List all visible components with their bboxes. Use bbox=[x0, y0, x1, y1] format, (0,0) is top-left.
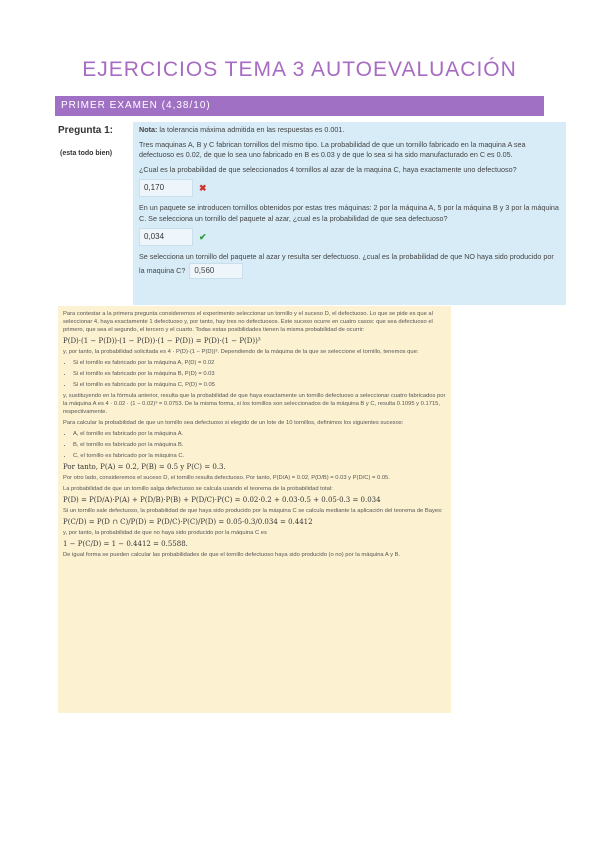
list-item: • Si el tornillo es fabricado por la máquina C, P(D) = 0.05 bbox=[73, 381, 446, 389]
formula: P(C/D) = P(D ∩ C)/P(D) = P(D/C)·P(C)/P(D) = 0.05·0.3/0.034 = 0.4412 bbox=[63, 518, 313, 526]
feedback-box bbox=[58, 306, 451, 713]
section-header: PRIMER EXAMEN (4,38/10) bbox=[55, 96, 544, 116]
tolerance-label: Nota: bbox=[139, 125, 158, 134]
feedback-paragraph: y, por tanto, la probabilidad de que no haya sido producido por la máquina C es bbox=[63, 530, 267, 536]
answer-row-1 bbox=[139, 179, 560, 197]
formula: P(D)·(1 − P(D))·(1 − P(D))·(1 − P(D)) = P(D)·(1 − P(D))³ bbox=[63, 337, 261, 345]
question-box bbox=[133, 122, 566, 305]
list-item: • C, el tornillo es fabricado por la máquina C. bbox=[73, 452, 446, 460]
page-title: EJERCICIOS TEMA 3 AUTOEVALUACIÓN bbox=[82, 58, 517, 81]
question-part-3-text: Se selecciona un tornillo del paquete al azar y resulta ser defectuoso. ¿cual es la probabilidad de que NO haya sido producido por la maquina C? bbox=[139, 252, 554, 275]
feedback-paragraph: De igual forma se pueden calcular las probabilidades de que el tornillo defectuoso haya sido producido (o no) por la máquina A y B. bbox=[63, 552, 401, 558]
cross-icon: ✖ bbox=[199, 182, 207, 193]
answer-input-2[interactable]: 0,034 bbox=[139, 228, 193, 246]
formula: Por tanto, P(A) = 0.2, P(B) = 0.5 y P(C) = 0.3. bbox=[63, 463, 226, 471]
list-item: • Si el tornillo es fabricado por la máquina A, P(D) = 0.02 bbox=[73, 359, 446, 367]
feedback-paragraph: Por otro lado, consideremos el suceso D, el tornillo resulta defectuoso. Por tanto, P(D/A) = 0.02, P(D/B) = 0.03 y P(D/C) = 0.05. bbox=[63, 475, 390, 481]
machine-list bbox=[63, 359, 446, 389]
answer-input-3[interactable]: 0,560 bbox=[189, 263, 243, 279]
question-part-1: ¿Cual es la probabilidad de que seleccionados 4 tornillos al azar de la maquina C, haya exactamente uno defectuoso? bbox=[139, 164, 517, 174]
question-label: Pregunta 1: bbox=[58, 125, 114, 136]
feedback-paragraph: Para calcular la probabilidad de que un tornillo sea defectuoso si elegido de un lote de 10 tornillos, definimos los siguientes sucesos: bbox=[63, 420, 404, 426]
question-note: (esta todo bien) bbox=[60, 150, 113, 157]
feedback-paragraph: Si un tornillo sale defectuoso, la probabilidad de que haya sido producido por la máquina C se calcula mediante la aplicación del teorema de Bayes: bbox=[63, 508, 443, 514]
list-item: • A, el tornillo es fabricado por la máquina A. bbox=[73, 430, 446, 438]
formula: P(D) = P(D/A)·P(A) + P(D/B)·P(B) + P(D/C)·P(C) = 0.02·0.2 + 0.03·0.5 + 0.05·0.3 = 0.034 bbox=[63, 496, 381, 504]
tolerance-text: la tolerancia máxima admitida en las respuestas es 0.001. bbox=[159, 125, 345, 134]
feedback-paragraph: y, por tanto, la probabilidad solicitada es 4 · P(D)·(1 − P(D))³. Dependiendo de la máquina de la que se seleccione el tornillo, tenemos que: bbox=[63, 349, 419, 355]
question-statement: Tres maquinas A, B y C fabrican tornillos del mismo tipo. La probabilidad de que un tornillo fabricado en la maquina A sea defectuoso es 0.02, de que lo sea uno fabricado en B es 0.03 y de que lo sea si ha sido manufacturado en C es 0.05. bbox=[139, 139, 526, 159]
feedback-paragraph: y, sustituyendo en la fórmula anterior, resulta que la probabilidad de que haya exactamente un tornillo defectuoso a seleccionar cuatro fabricados por la máquina A es 4 · 0.02 · (1 − 0.02)³ = 0.0753. De la misma forma, si los tornillos son seleccionados de la máquina B y C, resulta 0.1095 y 0.1715, respectivamente. bbox=[63, 393, 446, 415]
check-icon: ✔ bbox=[199, 231, 207, 242]
answer-row-2 bbox=[139, 228, 560, 246]
question-part-2: En un paquete se introducen tornillos obtenidos por estas tres máquinas: 2 por la máquina A, 5 por la máquina B y 3 por la máquina C. Se selecciona un tornillo del paquete al azar, ¿cual es la probabilidad de que sea defectuoso? bbox=[139, 203, 559, 223]
feedback-paragraph: Para contestar a la primera pregunta consideremos el experimento seleccionar un tornillo y el suceso D, el defectuoso. Lo que se pide es que al seleccionar 4, haya exactamente 1 defectuoso y, por tanto, hay tres no defectuosos. Este suceso ocurre en cuatro casos: que sea defectuoso el primero, que sea el segundo, el tercero y el cuarto. Todas estas posibilidades tienen la misma probabilidad de ocurrir: bbox=[63, 311, 433, 333]
answer-input-1[interactable]: 0,170 bbox=[139, 179, 193, 197]
list-item: • B, el tornillo es fabricado por la máquina B. bbox=[73, 441, 446, 449]
formula: 1 − P(C/D) = 1 − 0.4412 = 0.5588. bbox=[63, 540, 188, 548]
list-item: • Si el tornillo es fabricado por la máquina B, P(D) = 0.03 bbox=[73, 370, 446, 378]
tolerance-note bbox=[139, 125, 560, 136]
event-list bbox=[63, 430, 446, 460]
feedback-paragraph: La probabilidad de que un tornillo salga defectuoso se calcula usando el teorema de la probabilidad total: bbox=[63, 486, 333, 492]
question-part-3 bbox=[139, 252, 560, 279]
